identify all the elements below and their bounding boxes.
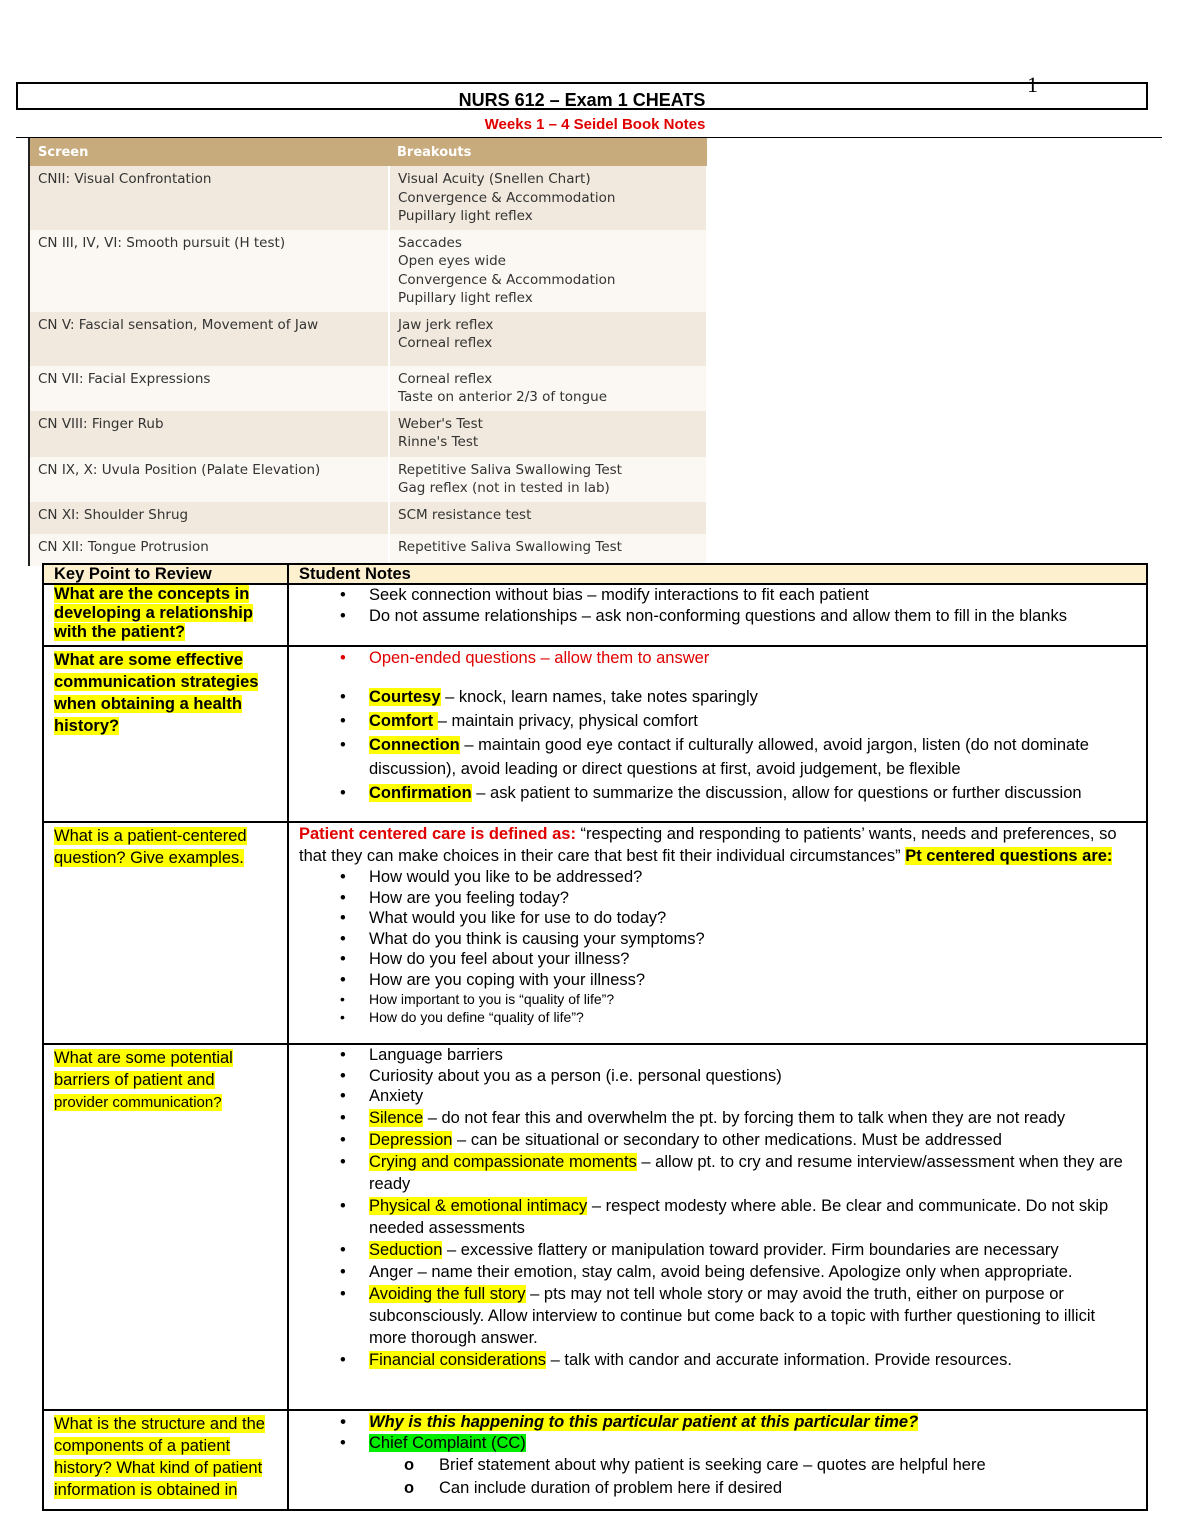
term: Financial considerations [369, 1350, 547, 1369]
cn-breakout: Corneal reflex [398, 370, 493, 387]
cn-breakouts-cell [389, 534, 707, 566]
page-title: NURS 612 – Exam 1 CHEATS [16, 82, 1148, 110]
notes-table [42, 563, 1148, 1511]
cn-screen-cell: CN XI: Shoulder Shrug [30, 502, 389, 534]
cn-table-row [30, 366, 707, 411]
list-item [369, 1283, 1136, 1349]
list-item: • Seek connection without bias – modify interactions to fit each patient [369, 585, 1136, 606]
list-item [369, 1411, 1136, 1433]
term: Courtesy [369, 688, 441, 706]
list-item [369, 781, 1136, 805]
strategy-list [299, 685, 1136, 805]
term: Anger [369, 1262, 414, 1281]
page-subtitle: Weeks 1 – 4 Seidel Book Notes [484, 116, 706, 133]
question-cell [43, 822, 288, 1044]
cn-screen-cell: CN III, IV, VI: Smooth pursuit (H test) [30, 230, 389, 312]
list-item [369, 1151, 1136, 1195]
cn-header-screen: Screen [30, 138, 389, 166]
cn-screen-cell: CNII: Visual Confrontation [30, 166, 389, 230]
term: Depression [369, 1130, 453, 1149]
cn-breakout: Visual Acuity (Snellen Chart) [398, 171, 591, 187]
list-item: • What would you like for use to do today? [369, 908, 1136, 929]
cn-table-body [30, 166, 707, 566]
table-row [43, 646, 1147, 822]
definition-label: Patient centered care is defined as: [299, 825, 576, 843]
table-row [43, 1044, 1147, 1410]
list-item [369, 1107, 1136, 1129]
why-text: Why is this happening to this particular patient at this particular time? [369, 1413, 919, 1431]
cn-header-breakouts: Breakouts [389, 138, 707, 166]
definition-paragraph [299, 823, 1136, 867]
cn-table-row [30, 534, 707, 566]
term-description: – allow pt. to cry and resume interview/assessment when they are ready [369, 1152, 1123, 1193]
list-item: • What do you think is causing your symptoms? [369, 929, 1136, 950]
list-item [369, 709, 1136, 733]
term: Silence [369, 1108, 424, 1127]
list-item [369, 1129, 1136, 1151]
cn-table-row [30, 312, 707, 366]
cn-breakouts-cell [389, 312, 707, 366]
cn-screen-cell: CN XII: Tongue Protrusion [30, 534, 389, 566]
cn-table-row [30, 457, 707, 502]
question-cell [43, 1044, 288, 1410]
list-item: • Open-ended questions – allow them to answer [369, 647, 1136, 669]
definition-text: “respecting and responding to patients’ wants, needs and preferences, so that they can make choices in their care that best fit their individual circumstances” [299, 825, 1117, 865]
term-description: – do not fear this and overwhelm the pt. by forcing them to talk when they are not ready [423, 1108, 1066, 1127]
term-description: – knock, learn names, take notes sparingly [440, 688, 758, 706]
list-item: • How would you like to be addressed? [369, 867, 1136, 888]
cn-breakout: Open eyes wide [398, 253, 506, 269]
list-item [369, 1261, 1136, 1283]
list-item: • How are you feeling today? [369, 888, 1136, 909]
question-list-small [299, 990, 1136, 1026]
answer-cell [288, 584, 1147, 646]
list-item: • Language barriers [369, 1045, 1136, 1066]
list-item [369, 685, 1136, 709]
term: Connection [369, 736, 460, 754]
term-description: – excessive flattery or manipulation toward provider. Firm boundaries are necessary [442, 1240, 1059, 1259]
cn-screen-cell: CN VIII: Finger Rub [30, 411, 389, 457]
term: Avoiding the full story [369, 1284, 526, 1303]
cn-table-row [30, 411, 707, 457]
cn-screen-cell: CN V: Fascial sensation, Movement of Jaw [30, 312, 389, 366]
term-description: – name their emotion, stay calm, avoid being defensive. Apologize only when appropriate. [413, 1262, 1073, 1281]
term: Physical & emotional intimacy [369, 1196, 588, 1215]
list-item: • How are you coping with your illness? [369, 970, 1136, 991]
sub-item: o Brief statement about why patient is seeking care – quotes are helpful here [439, 1454, 1136, 1477]
list-item: • How do you feel about your illness? [369, 949, 1136, 970]
cn-breakouts-cell [389, 366, 707, 411]
list-item: • Anxiety [369, 1086, 1136, 1107]
question-list [299, 867, 1136, 990]
question-cell [43, 1410, 288, 1510]
cn-breakouts-cell [389, 230, 707, 312]
cn-table-row [30, 166, 707, 230]
answer-cell [288, 1410, 1147, 1510]
question-cell [43, 646, 288, 822]
cn-breakout: Corneal reflex [398, 335, 493, 351]
list-item [369, 1195, 1136, 1239]
list-item [369, 1433, 1136, 1454]
cn-breakout: Saccades [398, 234, 462, 251]
list-item: • How do you define “quality of life”? [369, 1008, 1136, 1026]
term: Crying and compassionate moments [369, 1152, 637, 1171]
question-cell [43, 584, 288, 646]
cn-breakout: Repetitive Saliva Swallowing Test [398, 461, 622, 478]
answer-cell [288, 646, 1147, 822]
barrier-list [299, 1045, 1136, 1371]
question-text: What is the structure and the components of a patient history? What kind of patient information is obtained in [54, 1415, 265, 1499]
cn-breakout: Pupillary light reflex [398, 290, 533, 306]
chief-complaint: Chief Complaint (CC) [369, 1434, 526, 1452]
term: Comfort [369, 712, 438, 730]
page-number: 1 [1027, 72, 1038, 97]
table-row [43, 822, 1147, 1044]
question-text-b: provider communication? [54, 1094, 222, 1111]
term-description: – ask patient to summarize the discussion, allow for questions or further discussion [471, 784, 1082, 802]
list-item [369, 733, 1136, 781]
cn-table-row [30, 230, 707, 312]
pt-centered-label: Pt centered questions are: [905, 847, 1113, 865]
term-description: – can be situational or secondary to other medications. Must be addressed [452, 1130, 1002, 1149]
term-description: – maintain good eye contact if culturally allowed, avoid jargon, listen (do not dominate discussion), avoid leading or direct questions at first, avoid judgement, be flexible [369, 736, 1089, 778]
table-row [43, 584, 1147, 646]
list-item: • Do not assume relationships – ask non-conforming questions and allow them to fill in the blanks [369, 606, 1136, 627]
list-item: • How important to you is “quality of life”? [369, 990, 1136, 1008]
table-row [43, 1410, 1147, 1510]
cn-breakouts-cell [389, 457, 707, 502]
cn-screen-cell: CN IX, X: Uvula Position (Palate Elevation) [30, 457, 389, 502]
cn-screen-cell: CN VII: Facial Expressions [30, 366, 389, 411]
cn-breakout: SCM resistance test [398, 506, 532, 523]
cn-breakout: Weber's Test [398, 415, 483, 432]
cn-breakouts-cell [389, 411, 707, 457]
cn-breakout: Convergence & Accommodation [398, 189, 616, 206]
list-item: • Curiosity about you as a person (i.e. personal questions) [369, 1066, 1136, 1087]
cn-breakout: Gag reflex (not in tested in lab) [398, 480, 610, 496]
list-item [369, 1349, 1136, 1371]
cranial-nerve-table [30, 138, 708, 566]
cn-breakout: Taste on anterior 2/3 of tongue [398, 389, 608, 405]
cn-breakout: Pupillary light reflex [398, 208, 533, 224]
cn-breakouts-cell [389, 166, 707, 230]
term-description: – talk with candor and accurate information. Provide resources. [546, 1350, 1012, 1369]
cn-breakout: Convergence & Accommodation [398, 271, 616, 288]
term: Seduction [369, 1240, 443, 1259]
header-student-notes: Student Notes [288, 564, 1147, 584]
question-text: What is a patient-centered question? Give examples. [54, 827, 247, 867]
term-description: – pts may not tell whole story or may avoid the truth, either on purpose or subconsciously. Allow interview to continue but come back to a topic with further questioning to illicit more thorough answer. [369, 1284, 1096, 1347]
answer-cell [288, 822, 1147, 1044]
cn-table-row [30, 502, 707, 534]
header-key-point: Key Point to Review [43, 564, 288, 584]
cn-breakout: Jaw jerk reflex [398, 316, 494, 333]
notes-header-row [43, 564, 1147, 584]
sub-item: o Can include duration of problem here if desired [439, 1477, 1136, 1500]
term-description: – maintain privacy, physical comfort [437, 712, 698, 730]
question-text: What are some potential barriers of patient and [54, 1049, 233, 1089]
list-item [369, 1239, 1136, 1261]
term: Confirmation [369, 784, 472, 802]
question-text: What are some effective communication strategies when obtaining a health history? [54, 651, 259, 735]
answer-cell [288, 1044, 1147, 1410]
question-text: What are the concepts in developing a relationship with the patient? [54, 585, 253, 641]
cn-breakout: Repetitive Saliva Swallowing Test [398, 538, 622, 555]
term-description: – respect modesty where able. Be clear and communicate. Do not skip needed assessments [369, 1196, 1109, 1237]
cn-breakouts-cell [389, 502, 707, 534]
cn-breakout: Rinne's Test [398, 434, 479, 450]
